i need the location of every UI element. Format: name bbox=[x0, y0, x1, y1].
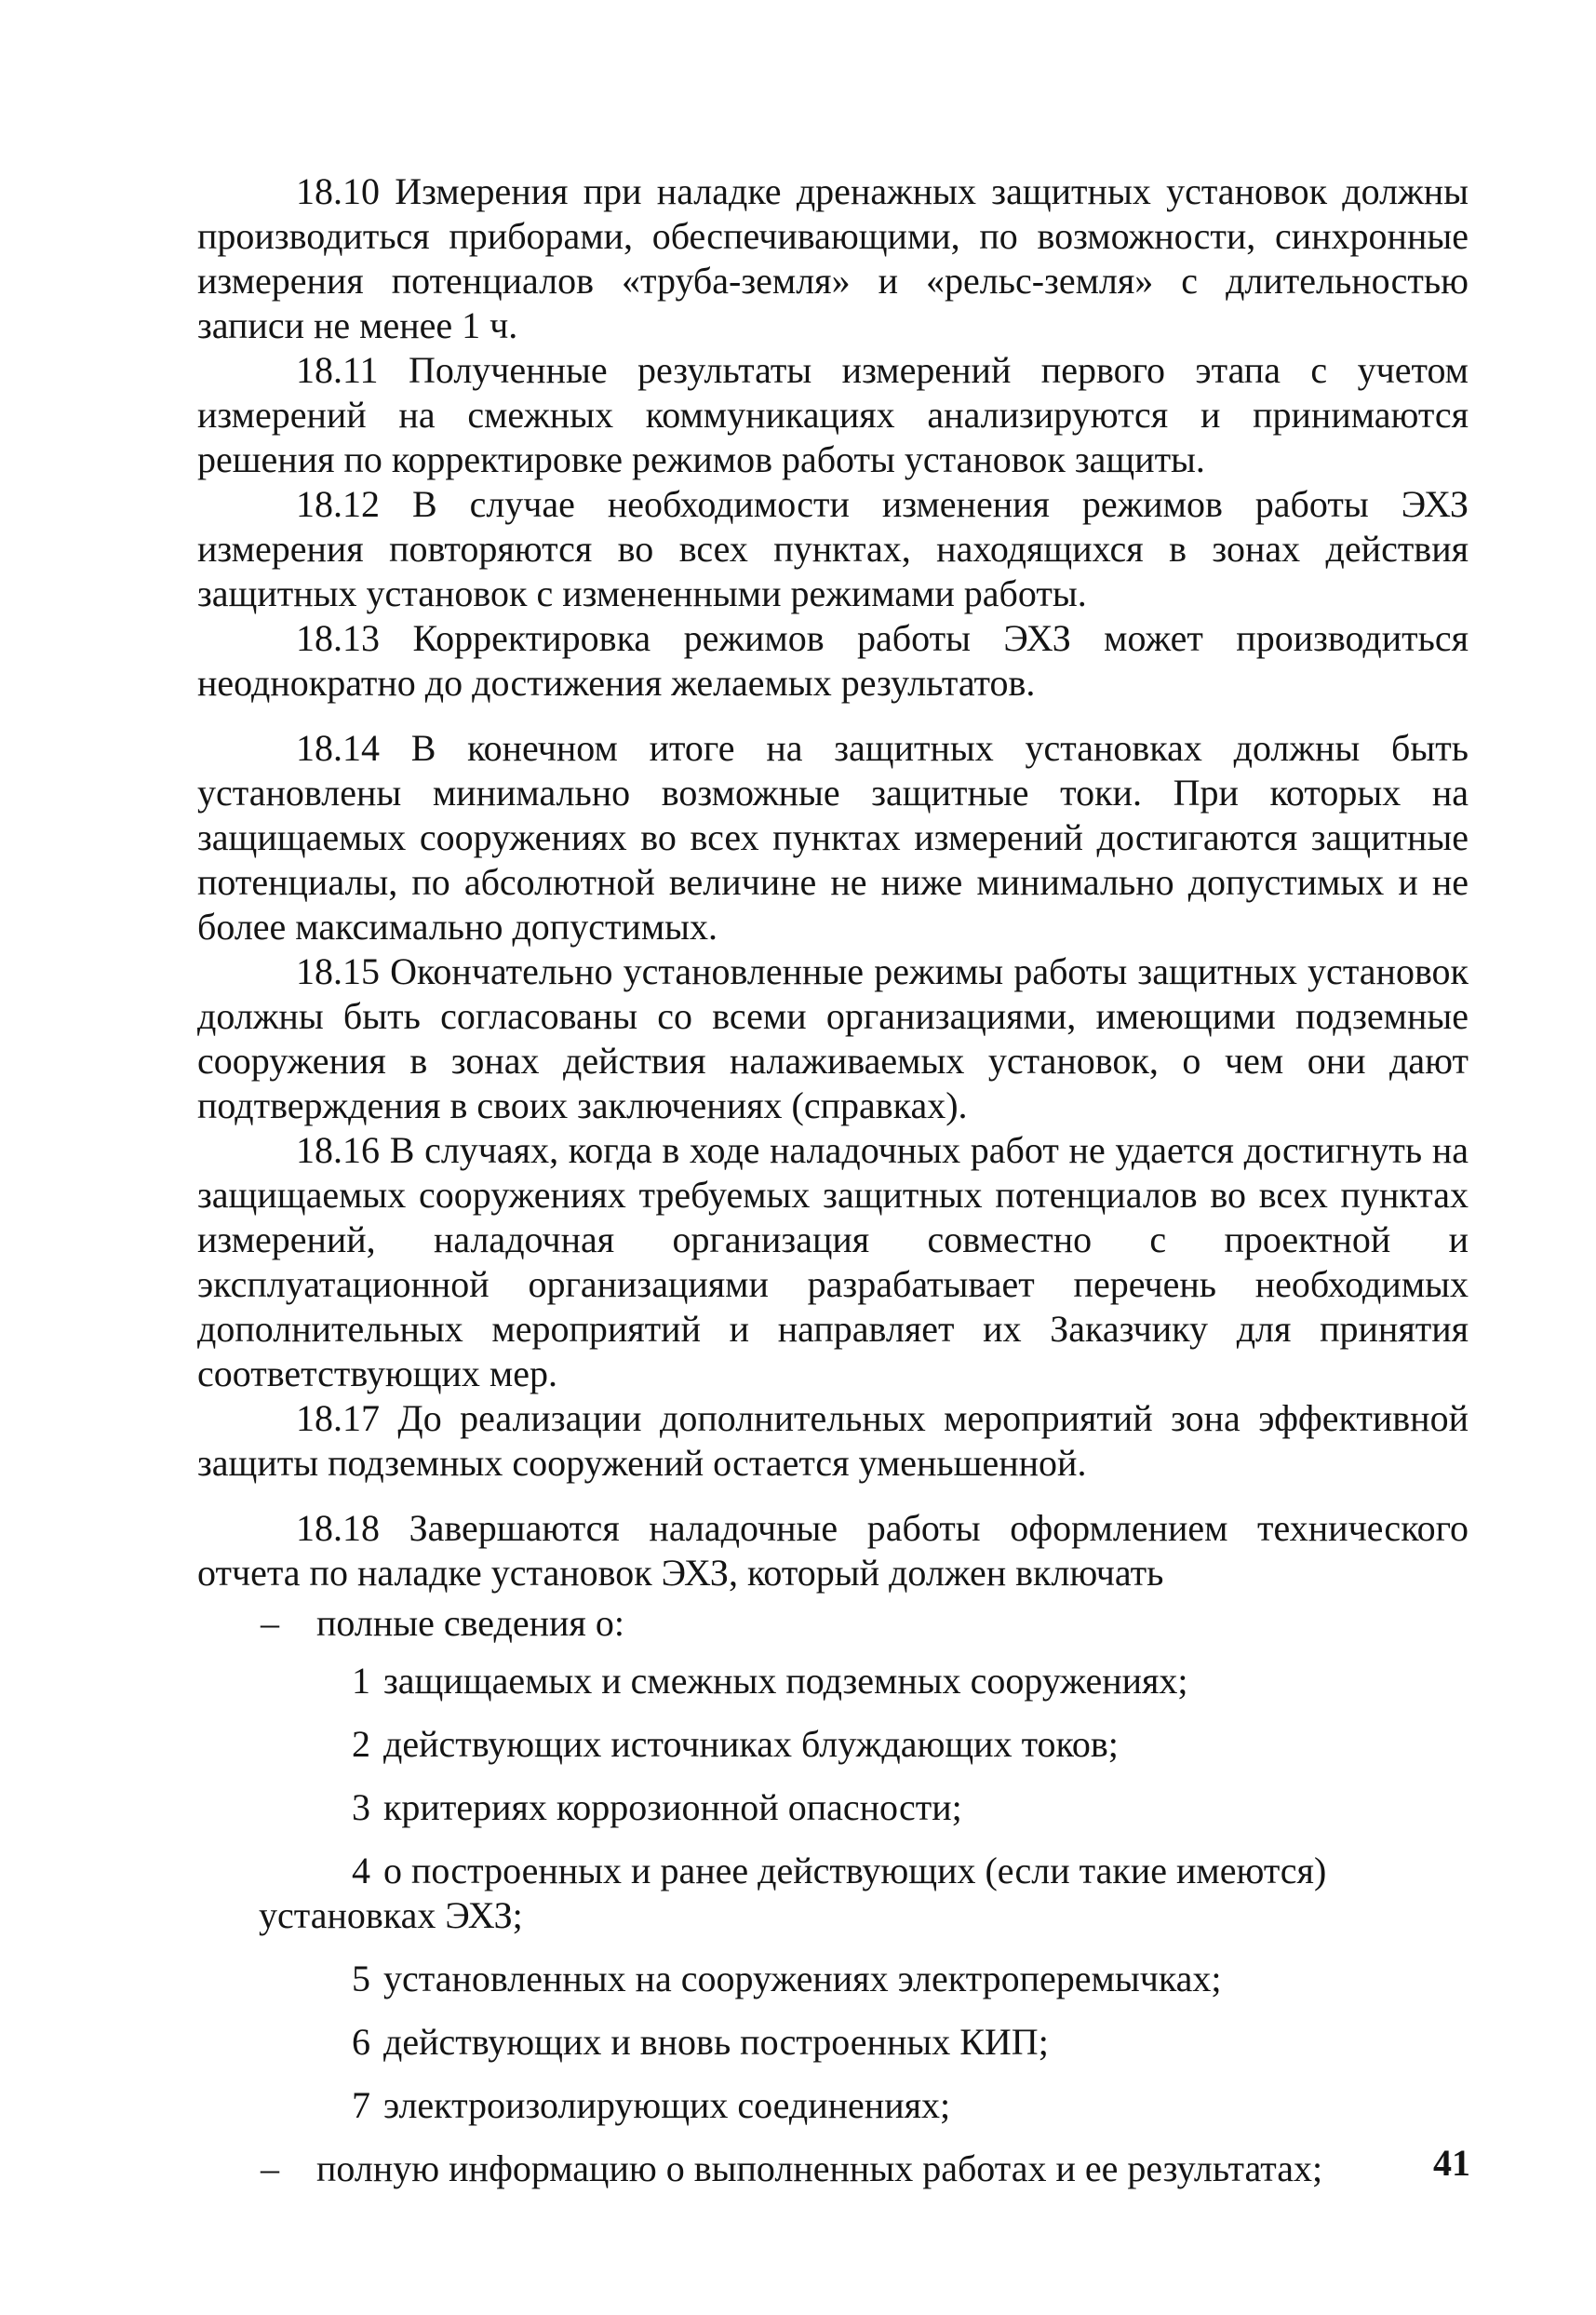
list-item-text: электроизолирующих соединениях; bbox=[383, 2084, 951, 2126]
dash-item-work-info bbox=[197, 2147, 1469, 2191]
dash-item-text: полные сведения о: bbox=[316, 1602, 624, 1644]
list-item-text: о построенных и ранее действующих (если такие имеются) установках ЭХЗ; bbox=[259, 1850, 1327, 1936]
paragraph-18-18: 18.18 Завершаются наладочные работы оформлением технического отчета по наладке установок ЭХЗ, который должен включать bbox=[197, 1507, 1469, 1594]
list-item bbox=[197, 1785, 1469, 1830]
dash-item-full-info bbox=[197, 1601, 1469, 1646]
dash-item-text: полную информацию о выполненных работах и ее результатах; bbox=[316, 2147, 1323, 2189]
paragraph-18-15: 18.15 Окончательно установленные режимы работы защитных установок должны быть согласованы со всеми организациями, имеющими подземные сооружения в зонах действия налаживаемых установок, о чем они дают подтверждения в своих заключениях (справках). bbox=[197, 950, 1469, 1126]
list-item-text: критериях коррозионной опасности; bbox=[383, 1786, 962, 1828]
list-item-number: 5 bbox=[352, 1958, 370, 1999]
list-item bbox=[197, 1659, 1469, 1703]
paragraph-18-12: 18.12 В случае необходимости изменения режимов работы ЭХЗ измерения повторяются во всех пунктах, находящихся в зонах действия защитных установок с измененными режимами работы. bbox=[197, 483, 1469, 614]
list-item-number: 7 bbox=[352, 2084, 370, 2126]
list-item-number: 2 bbox=[352, 1723, 370, 1765]
list-item bbox=[197, 2020, 1469, 2065]
list-item-number: 1 bbox=[352, 1660, 370, 1702]
list-item bbox=[197, 1722, 1469, 1767]
list-item-number: 3 bbox=[352, 1786, 370, 1828]
list-item bbox=[197, 2083, 1469, 2128]
list-item bbox=[197, 1849, 1469, 1938]
list-item-number: 6 bbox=[352, 2021, 370, 2063]
list-item-text: защищаемых и смежных подземных сооружениях; bbox=[383, 1660, 1188, 1702]
list-item-text: действующих источниках блуждающих токов; bbox=[383, 1723, 1119, 1765]
list-item-text: установленных на сооружениях электроперемычках; bbox=[383, 1958, 1222, 1999]
document-page bbox=[197, 169, 1469, 2191]
list-item-text: действующих и вновь построенных КИП; bbox=[383, 2021, 1049, 2063]
dash-marker: – bbox=[261, 2147, 279, 2189]
paragraph-18-10: 18.10 Измерения при наладке дренажных защитных установок должны производиться приборами, обеспечивающими, по возможности, синхронные измерения потенциалов «труба-земля» и «рельс-земля» с длительностью записи не менее 1 ч. bbox=[197, 170, 1469, 346]
list-item bbox=[197, 1957, 1469, 2001]
paragraph-18-17: 18.17 До реализации дополнительных мероприятий зона эффективной защиты подземных сооружений остается уменьшенной. bbox=[197, 1397, 1469, 1484]
paragraph-18-16: 18.16 В случаях, когда в ходе наладочных работ не удается достигнуть на защищаемых сооружениях требуемых защитных потенциалов во всех пунктах измерений, наладочная организация совместно с проектной и эксплуатационной организациями разрабатывает перечень необходимых дополнительных мероприятий и направляет их Заказчику для принятия соответствующих мер. bbox=[197, 1129, 1469, 1394]
sub-list bbox=[197, 1659, 1469, 2128]
list-item-number: 4 bbox=[352, 1850, 370, 1891]
page-number: 41 bbox=[1433, 2142, 1470, 2184]
paragraph-18-13: 18.13 Корректировка режимов работы ЭХЗ может производиться неоднократно до достижения желаемых результатов. bbox=[197, 617, 1469, 704]
dash-marker: – bbox=[261, 1602, 279, 1644]
paragraph-18-14: 18.14 В конечном итоге на защитных установках должны быть установлены минимально возможные защитные токи. При которых на защищаемых сооружениях во всех пунктах измерений достигаются защитные потенциалы, по абсолютной величине не ниже минимально допустимых и не более максимально допустимых. bbox=[197, 727, 1469, 948]
paragraph-18-11: 18.11 Полученные результаты измерений первого этапа с учетом измерений на смежных коммуникациях анализируются и принимаются решения по корректировке режимов работы установок защиты. bbox=[197, 349, 1469, 480]
